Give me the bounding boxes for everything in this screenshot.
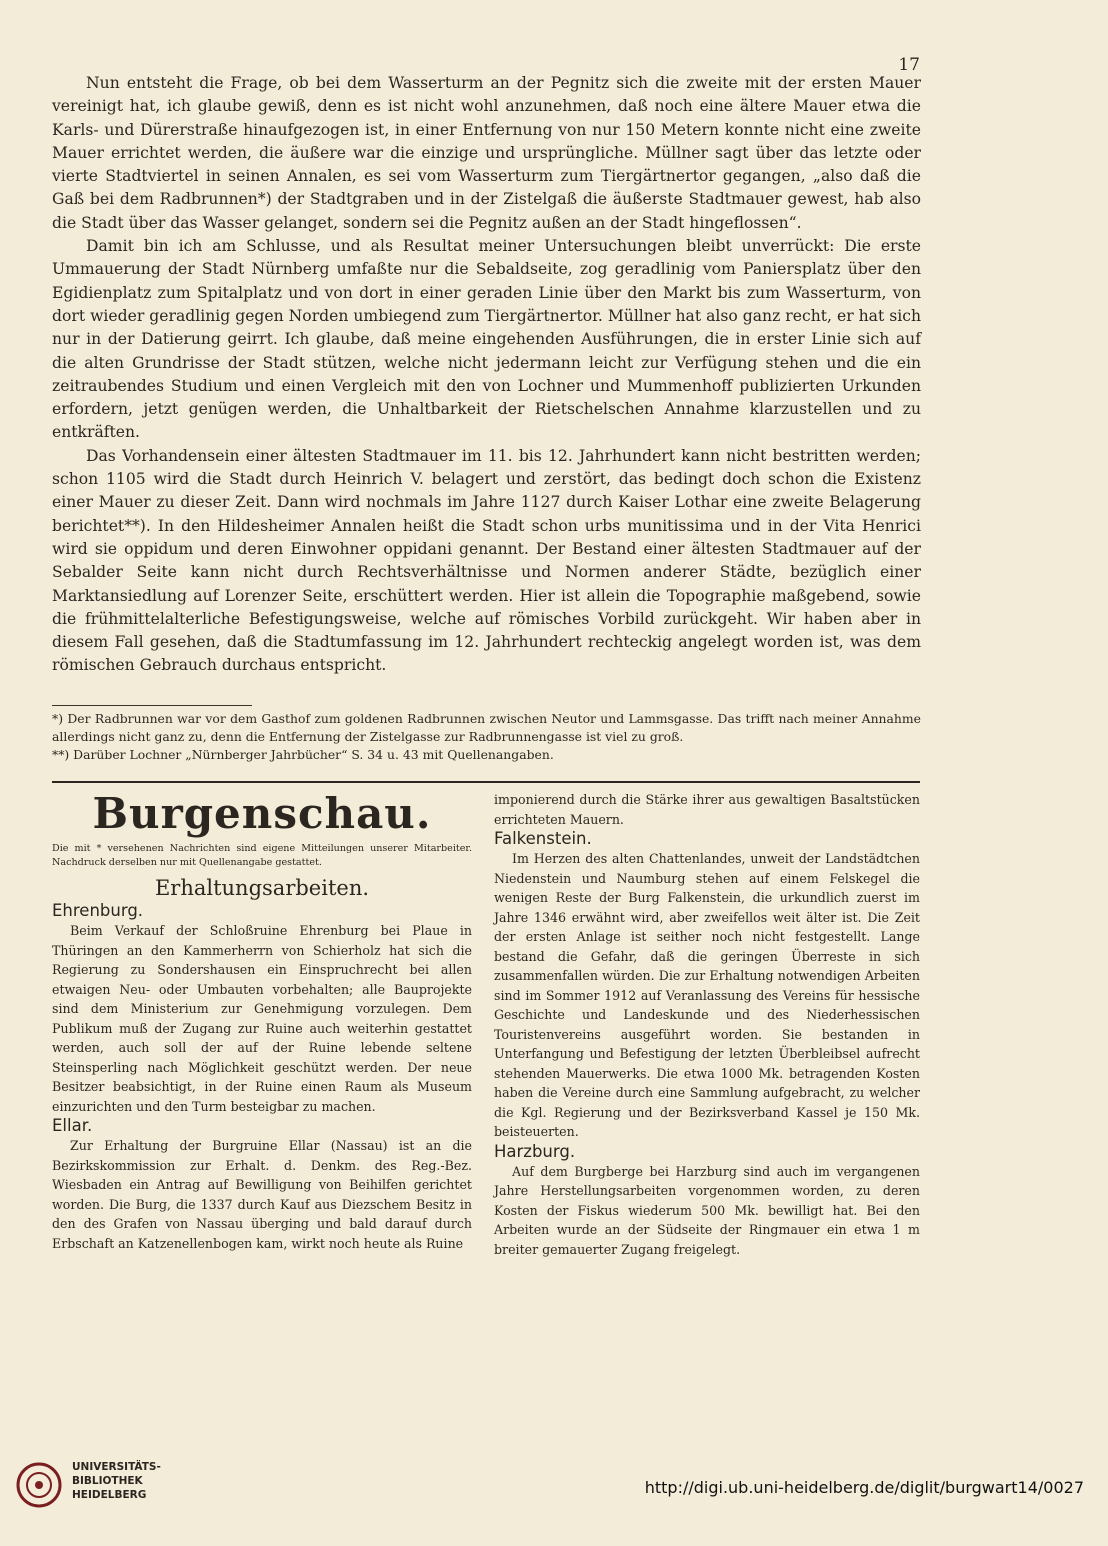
- library-name: UNIVERSITÄTS- BIBLIOTHEK HEIDELBERG: [72, 1461, 161, 1501]
- main-paragraph: Damit bin ich am Schlusse, und als Resultat meiner Untersuchungen bleibt unverrückt: Die erste Ummauerung der Stadt Nürnberg umfaßte nur die Sebaldseite, zog geradlinig vom Paniersplatz über den Egidienplatz zum Spitalplatz und von dort in einer geraden Linie über den Markt bis zum Wasserturm, von dort wieder geradlinig gegen Norden umbiegend zum Tiergärtnertor. Müllner hat also ganz recht, er hat sich nur in der Datierung geirrt. Ich glaube, daß meine eingehenden Ausführungen, die in erster Linie sich auf die alten Grundrisse der Stadt stützen, welche nicht jedermann leicht zur Verfügung stehen und die ein zeitraubendes Studium und einen Vergleich mit den von Lochner und Mummenhoff publizierten Urkunden erfordern, jetzt genügen werden, die Unhaltbarkeit der Rietschelschen Annahme klarzustellen und zu entkräften.: [52, 237, 921, 442]
- footnote: **) Darüber Lochner „Nürnberger Jahrbücher“ S. 34 u. 43 mit Quellenangaben.: [52, 747, 554, 762]
- library-logo: [14, 1460, 164, 1530]
- entry-text-ehrenburg: Beim Verkauf der Schloßruine Ehrenburg bei Plaue in Thüringen an den Kammerherrn von Schierholz hat sich die Regierung zu Sondershausen ein Einspruchrecht bei allen etwaigen Neu- oder Umbauten vorbehalten; alle Bauprojekte sind dem Ministerium zur Genehmigung vorzulegen. Dem Publikum muß der Zugang zur Ruine auch weiterhin gestattet werden, auch soll der auf der Ruine lebende seltene Steinsperling nach Möglichkeit geschützt werden. Der neue Besitzer beabsichtigt, in der Ruine einen Raum als Museum einzurichten und den Turm besteigbar zu machen.: [52, 923, 472, 1114]
- footnote: *) Der Radbrunnen war vor dem Gasthof zum goldenen Radbrunnen zwischen Neutor und Lammsgasse. Das trifft nach meiner Annahme allerdings nicht ganz zu, denn die Entfernung der Zistelgasse zur Radbrunnengasse ist viel zu groß.: [52, 711, 921, 744]
- entry-text-harzburg: Auf dem Burgberge bei Harzburg sind auch im vergangenen Jahre Herstellungsarbeiten vorgenommen worden, zu deren Kosten der Fiskus wiederum 500 Mk. bewilligt hat. Bei den Arbeiten wurde an der Südseite der Ringmauer ein etwa 1 m breiter gemauerter Zugang freigelegt.: [494, 1163, 920, 1257]
- right-column: [494, 790, 920, 1259]
- page-number: 17: [898, 55, 920, 75]
- entry-text-continuation: imponierend durch die Stärke ihrer aus gewaltigen Basaltstücken errichteten Mauern.: [494, 792, 920, 827]
- section-title: Erhaltungsarbeiten.: [154, 876, 370, 901]
- place-heading-harzburg: Harzburg.: [494, 1141, 576, 1161]
- library-seal-icon: [14, 1460, 64, 1510]
- entry-text-ellar: Zur Erhaltung der Burgruine Ellar (Nassau) ist an die Bezirkskommission zur Erhalt. d. Denkm. des Reg.-Bez. Wiesbaden ein Antrag auf Bewilligung von Beihilfen gerichtet worden. Die Burg, die 1337 durch Kauf aus Diezschem Besitz in den des Grafen von Nassau überging und bald darauf durch Erbschaft an Katzenellenbogen kam, wirkt noch heute als Ruine: [52, 1138, 472, 1251]
- masthead-title: Burgenschau.: [92, 789, 432, 838]
- main-text: [52, 72, 921, 678]
- place-heading-falkenstein: Falkenstein.: [494, 829, 592, 848]
- footnotes: [52, 705, 921, 764]
- place-heading-ehrenburg: Ehrenburg.: [52, 901, 144, 921]
- footnote-rule: [52, 705, 252, 706]
- left-column: [52, 790, 472, 1253]
- masthead-note: Die mit * versehenen Nachrichten sind eigene Mitteilungen unserer Mitarbeiter. Nachdruck derselben nur mit Quellenangabe gestattet.: [52, 843, 472, 868]
- section-divider: [52, 781, 920, 783]
- entry-text-falkenstein: Im Herzen des alten Chattenlandes, unweit der Landstädtchen Niedenstein und Naumburg stehen auf einem Felskegel die wenigen Reste der Burg Falkenstein, die urkundlich zuerst im Jahre 1346 erwähnt wird, aber zweifellos weit älter ist. Die Zeit der ersten Anlage ist seither noch nicht festgestellt. Lange bestand die Gefahr, daß die geringen Überreste in sich zusammenfallen würden. Die zur Erhaltung notwendigen Arbeiten sind im Sommer 1912 auf Veranlassung des Vereins für hessische Geschichte und Landeskunde und des Niederhessischen Touristenvereins ausgeführt worden. Sie bestanden in Unterfangung und Befestigung der letzten Überbleibsel aufrecht stehenden Mauerwerks. Die etwa 1000 Mk. betragenden Kosten haben die Vereine durch eine Sammlung aufgebracht, zu welcher die Kgl. Regierung und der Bezirksverband Kassel je 150 Mk. beisteuerten.: [494, 851, 920, 1139]
- source-url-link[interactable]: http://digi.ub.uni-heidelberg.de/diglit/burgwart14/0027: [644, 1478, 1084, 1497]
- place-heading-ellar: Ellar.: [52, 1116, 93, 1136]
- main-paragraph: Nun entsteht die Frage, ob bei dem Wasserturm an der Pegnitz sich die zweite mit der ersten Mauer vereinigt hat, ich glaube gewiß, denn es ist nicht wohl anzunehmen, daß noch eine ältere Mauer etwa die Karls- und Dürerstraße hinaufgezogen ist, in einer Entfernung von nur 150 Metern konnte nicht eine zweite Mauer errichtet werden, die äußere war die einzige und ursprüngliche. Müllner sagt über das letzte oder vierte Stadtviertel in seinen Annalen, es sei vom Wasserturm zum Tiergärtnertor gegangen, „also daß die Gaß bei dem Radbrunnen*) der Stadtgraben und in der Zistelgaß die äußerste Stadtmauer gewest, hab also die Stadt über das Wasser gelanget, sondern sei die Pegnitz außen an der Stadt hingeflossen“.: [52, 74, 921, 232]
- main-paragraph: Das Vorhandensein einer ältesten Stadtmauer im 11. bis 12. Jahrhundert kann nicht bestritten werden; schon 1105 wird die Stadt durch Heinrich V. belagert und zerstört, das bedingt doch schon die Existenz einer Mauer zu dieser Zeit. Dann wird nochmals im Jahre 1127 durch Kaiser Lothar eine zweite Belagerung berichtet**). In den Hildesheimer Annalen heißt die Stadt schon urbs munitissima und in der Vita Henrici wird sie oppidum und deren Einwohner oppidani genannt. Der Bestand einer ältesten Stadtmauer auf der Sebalder Seite kann nicht durch Rechtsverhältnisse und Normen anderer Städte, bezüglich einer Marktansiedlung auf Lorenzer Seite, erschüttert werden. Hier ist allein die Topographie maßgebend, sowie die frühmittelalterliche Befestigungsweise, welche auf römisches Vorbild zurückgeht. Wir haben aber in diesem Fall gesehen, daß die Stadtumfassung im 12. Jahrhundert rechteckig angelegt worden ist, was dem römischen Gebrauch durchaus entspricht.: [52, 446, 921, 675]
